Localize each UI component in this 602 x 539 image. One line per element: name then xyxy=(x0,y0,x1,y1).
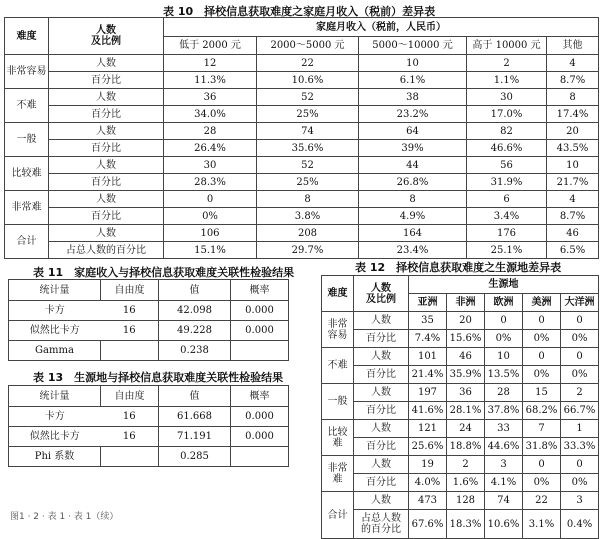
col-header-count-pct xyxy=(354,276,409,312)
percent-cell: 15.6% xyxy=(447,330,485,348)
percent-cell: 35.9% xyxy=(447,366,485,384)
table-row xyxy=(5,55,599,72)
percent-cell: 0% xyxy=(561,366,599,384)
percent-cell: 18.8% xyxy=(447,438,485,456)
table-row xyxy=(322,348,599,366)
count-cell: 46 xyxy=(547,225,599,242)
row-label-difficulty: 比较难 xyxy=(5,157,49,191)
count-cell: 8 xyxy=(359,191,467,208)
percent-cell: 17.0% xyxy=(467,106,547,123)
count-cell: 22 xyxy=(257,55,359,72)
row-label-difficulty-line: 比较 xyxy=(327,426,348,438)
percent-cell: 31.9% xyxy=(467,174,547,191)
col-header: 值 xyxy=(159,386,231,407)
count-cell: 3 xyxy=(485,456,523,474)
percent-cell: 25.1% xyxy=(467,242,547,259)
count-cell: 0 xyxy=(523,348,561,366)
row-label-difficulty: 不难 xyxy=(5,89,49,123)
row-sub-label: 人数 xyxy=(354,384,409,402)
col-header-region: 欧洲 xyxy=(485,294,523,312)
table10-caption: 表 10 择校信息获取难度之家庭月收入（税前）差异表 xyxy=(163,5,436,18)
count-cell: 0 xyxy=(561,312,599,330)
row-label-difficulty xyxy=(322,348,354,384)
row-sub-label: 人数 xyxy=(49,55,164,72)
count-cell: 101 xyxy=(409,348,447,366)
percent-cell: 4.0% xyxy=(409,474,447,492)
row-label-difficulty-line: 难 xyxy=(332,473,343,485)
percent-cell: 4.1% xyxy=(485,474,523,492)
percent-cell: 26.8% xyxy=(359,174,467,191)
table-row xyxy=(322,420,599,438)
table-row xyxy=(322,402,599,420)
percent-cell: 18.3% xyxy=(447,510,485,539)
count-cell: 15 xyxy=(523,384,561,402)
count-cell: 4 xyxy=(547,55,599,72)
stat-cell: 16 xyxy=(101,301,159,321)
count-cell: 0 xyxy=(485,312,523,330)
count-cell: 19 xyxy=(409,456,447,474)
count-cell: 74 xyxy=(257,123,359,140)
table11 xyxy=(8,279,289,361)
stat-cell: 0.238 xyxy=(159,341,231,361)
percent-cell: 4.9% xyxy=(359,208,467,225)
percent-cell: 0% xyxy=(561,474,599,492)
count-cell: 74 xyxy=(485,492,523,510)
percent-cell: 66.7% xyxy=(561,402,599,420)
count-cell: 10 xyxy=(547,157,599,174)
stat-cell: 卡方 xyxy=(9,301,101,321)
row-sub-label: 百分比 xyxy=(354,366,409,384)
percent-cell: 44.6% xyxy=(485,438,523,456)
row-label-difficulty xyxy=(322,420,354,456)
row-label-difficulty-line: 一般 xyxy=(327,396,348,407)
stat-cell: 似然比卡方 xyxy=(9,321,101,341)
percent-cell: 3.8% xyxy=(257,208,359,225)
table-row xyxy=(5,225,599,242)
percent-cell: 39% xyxy=(359,140,467,157)
count-cell: 35 xyxy=(409,312,447,330)
count-cell: 1 xyxy=(561,420,599,438)
percent-cell: 37.8% xyxy=(485,402,523,420)
count-cell: 52 xyxy=(257,89,359,106)
stat-cell: 16 xyxy=(101,321,159,341)
stat-cell: 0.000 xyxy=(231,301,289,321)
stat-cell xyxy=(231,447,289,467)
col-header: 统计量 xyxy=(9,280,101,301)
row-sub-label: 百分比 xyxy=(49,174,164,191)
col-header-difficulty: 难度 xyxy=(322,276,354,312)
col-header-income: 高于 10000 元 xyxy=(467,37,547,55)
row-sub-label: 人数 xyxy=(49,157,164,174)
table12 xyxy=(321,275,599,539)
row-sub-label: 人数 xyxy=(354,420,409,438)
table-row xyxy=(9,447,289,467)
row-sub-label: 百分比 xyxy=(354,402,409,420)
table-row xyxy=(9,407,289,427)
percent-cell: 68.2% xyxy=(523,402,561,420)
table-row xyxy=(5,157,599,174)
percent-cell: 21.7% xyxy=(547,174,599,191)
percent-cell: 0.4% xyxy=(561,510,599,539)
row-sub-label: 人数 xyxy=(354,348,409,366)
count-cell: 36 xyxy=(164,89,257,106)
percent-cell: 3.1% xyxy=(523,510,561,539)
col-header-income: 低于 2000 元 xyxy=(164,37,257,55)
percent-cell: 10.6% xyxy=(257,72,359,89)
table10 xyxy=(4,17,599,259)
col-header-region: 亚洲 xyxy=(409,294,447,312)
row-sub-label: 百分比 xyxy=(49,140,164,157)
row-sub-label: 百分比 xyxy=(49,208,164,225)
percent-cell: 7.4% xyxy=(409,330,447,348)
count-cell: 106 xyxy=(164,225,257,242)
table13-caption: 表 13 生源地与择校信息获取难度关联性检验结果 xyxy=(33,371,284,384)
row-label-total: 合计 xyxy=(322,492,354,539)
row-sub-label: 百分比 xyxy=(354,474,409,492)
stat-cell: 49.228 xyxy=(159,321,231,341)
count-cell: 38 xyxy=(359,89,467,106)
row-sub-label: 占总人数的百分比 xyxy=(49,242,164,259)
percent-cell: 1.1% xyxy=(467,72,547,89)
count-cell: 64 xyxy=(359,123,467,140)
count-cell: 2 xyxy=(467,55,547,72)
stat-cell: 0.285 xyxy=(159,447,231,467)
row-label-difficulty: 一般 xyxy=(5,123,49,157)
table12-caption: 表 12 择校信息获取难度之生源地差异表 xyxy=(355,261,562,274)
count-cell: 30 xyxy=(467,89,547,106)
row-sub-label-line: 占总人数 xyxy=(361,513,401,524)
row-sub-label: 百分比 xyxy=(354,330,409,348)
count-cell: 52 xyxy=(257,157,359,174)
table-row xyxy=(5,140,599,157)
percent-cell: 0% xyxy=(485,330,523,348)
table-row xyxy=(322,384,599,402)
stat-cell: 卡方 xyxy=(9,407,101,427)
table-row xyxy=(322,312,599,330)
row-label-difficulty: 非常容易 xyxy=(5,55,49,89)
row-label-difficulty: 非常难 xyxy=(5,191,49,225)
count-cell: 0 xyxy=(561,456,599,474)
count-cell: 10 xyxy=(359,55,467,72)
count-cell: 7 xyxy=(523,420,561,438)
row-label-difficulty xyxy=(322,456,354,492)
count-cell: 0 xyxy=(523,312,561,330)
stat-cell: 似然比卡方 xyxy=(9,427,101,447)
stat-cell: 0.000 xyxy=(231,427,289,447)
percent-cell: 23.4% xyxy=(359,242,467,259)
count-cell: 46 xyxy=(447,348,485,366)
count-cell: 176 xyxy=(467,225,547,242)
percent-cell: 0% xyxy=(523,474,561,492)
count-cell: 28 xyxy=(485,384,523,402)
col-header: 自由度 xyxy=(101,386,159,407)
table-row xyxy=(5,89,599,106)
percent-cell: 21.4% xyxy=(409,366,447,384)
stat-cell: Phi 系数 xyxy=(9,447,101,467)
col-header: 概率 xyxy=(231,386,289,407)
table-row xyxy=(322,474,599,492)
col-group-header-origin: 生源地 xyxy=(409,276,599,294)
count-cell: 36 xyxy=(447,384,485,402)
stat-cell: 61.668 xyxy=(159,407,231,427)
percent-cell: 15.1% xyxy=(164,242,257,259)
row-sub-label: 百分比 xyxy=(354,438,409,456)
count-cell: 2 xyxy=(561,384,599,402)
percent-cell: 13.5% xyxy=(485,366,523,384)
percent-cell: 8.7% xyxy=(547,208,599,225)
count-cell: 128 xyxy=(447,492,485,510)
count-cell: 30 xyxy=(164,157,257,174)
count-cell: 197 xyxy=(409,384,447,402)
percent-cell: 31.8% xyxy=(523,438,561,456)
count-cell: 8 xyxy=(547,89,599,106)
stat-cell xyxy=(101,341,159,361)
col-header-count-pct-line: 人数 xyxy=(371,282,391,294)
table-row xyxy=(322,510,599,539)
table-row xyxy=(322,438,599,456)
stat-cell xyxy=(231,341,289,361)
count-cell: 82 xyxy=(467,123,547,140)
table-row xyxy=(9,427,289,447)
percent-cell: 8.7% xyxy=(547,72,599,89)
stat-cell: 42.098 xyxy=(159,301,231,321)
col-header: 概率 xyxy=(231,280,289,301)
col-header-region: 大洋洲 xyxy=(561,294,599,312)
percent-cell: 41.6% xyxy=(409,402,447,420)
count-cell: 6 xyxy=(467,191,547,208)
col-header-region: 美洲 xyxy=(523,294,561,312)
percent-cell: 35.6% xyxy=(257,140,359,157)
percent-cell: 17.4% xyxy=(547,106,599,123)
count-cell: 33 xyxy=(485,420,523,438)
count-cell: 22 xyxy=(523,492,561,510)
row-sub-label: 百分比 xyxy=(49,106,164,123)
col-header-region: 非洲 xyxy=(447,294,485,312)
col-group-header-income: 家庭月收入（税前，人民币） xyxy=(164,18,599,37)
percent-cell: 43.5% xyxy=(547,140,599,157)
percent-cell: 6.5% xyxy=(547,242,599,259)
row-sub-label: 人数 xyxy=(49,89,164,106)
count-cell: 2 xyxy=(447,456,485,474)
row-label-difficulty-line: 非常 xyxy=(327,462,348,474)
count-cell: 44 xyxy=(359,157,467,174)
percent-cell: 3.4% xyxy=(467,208,547,225)
row-sub-label-line: 的百分比 xyxy=(361,524,401,535)
row-sub-label: 人数 xyxy=(354,492,409,510)
stat-cell: 0.000 xyxy=(231,321,289,341)
col-header-income: 5000～10000 元 xyxy=(359,37,467,55)
count-cell: 56 xyxy=(467,157,547,174)
row-label-difficulty-line: 容易 xyxy=(327,329,348,341)
table-row xyxy=(5,191,599,208)
col-header-count-pct xyxy=(49,18,164,55)
row-sub-label: 百分比 xyxy=(49,72,164,89)
stat-cell: 71.191 xyxy=(159,427,231,447)
col-header-income: 2000～5000 元 xyxy=(257,37,359,55)
percent-cell: 46.6% xyxy=(467,140,547,157)
table13 xyxy=(8,385,289,467)
table-row xyxy=(322,330,599,348)
col-header-income: 其他 xyxy=(547,37,599,55)
percent-cell: 25% xyxy=(257,174,359,191)
table-row xyxy=(5,123,599,140)
row-label-difficulty xyxy=(322,312,354,348)
table-row xyxy=(9,341,289,361)
percent-cell: 28.1% xyxy=(447,402,485,420)
row-sub-label: 人数 xyxy=(49,225,164,242)
count-cell: 28 xyxy=(164,123,257,140)
stat-cell: 0.000 xyxy=(231,407,289,427)
row-sub-label: 人数 xyxy=(49,123,164,140)
percent-cell: 1.6% xyxy=(447,474,485,492)
table-row xyxy=(5,72,599,89)
col-header: 自由度 xyxy=(101,280,159,301)
percent-cell: 0% xyxy=(523,330,561,348)
percent-cell: 25.6% xyxy=(409,438,447,456)
footer-fragment: 图1 · 2 · 表 1 · 表 1（续） xyxy=(10,512,119,521)
row-sub-label xyxy=(354,510,409,539)
percent-cell: 33.3% xyxy=(561,438,599,456)
count-cell: 208 xyxy=(257,225,359,242)
count-cell: 121 xyxy=(409,420,447,438)
percent-cell: 0% xyxy=(164,208,257,225)
stat-cell: 16 xyxy=(101,427,159,447)
count-cell: 164 xyxy=(359,225,467,242)
percent-cell: 11.3% xyxy=(164,72,257,89)
stat-cell: 16 xyxy=(101,407,159,427)
table-row xyxy=(322,456,599,474)
row-label-difficulty-line: 难 xyxy=(332,437,343,449)
percent-cell: 10.6% xyxy=(485,510,523,539)
count-cell: 8 xyxy=(257,191,359,208)
percent-cell: 23.2% xyxy=(359,106,467,123)
percent-cell: 67.6% xyxy=(409,510,447,539)
row-label-difficulty xyxy=(322,384,354,420)
col-header-count-pct-line: 及比例 xyxy=(91,36,121,47)
percent-cell: 29.7% xyxy=(257,242,359,259)
table11-caption: 表 11 家庭收入与择校信息获取难度关联性检验结果 xyxy=(33,266,295,279)
count-cell: 24 xyxy=(447,420,485,438)
col-header-difficulty: 难度 xyxy=(5,18,49,55)
count-cell: 20 xyxy=(547,123,599,140)
percent-cell: 28.3% xyxy=(164,174,257,191)
count-cell: 20 xyxy=(447,312,485,330)
count-cell: 10 xyxy=(485,348,523,366)
row-sub-label: 人数 xyxy=(354,312,409,330)
row-sub-label: 人数 xyxy=(354,456,409,474)
percent-cell: 25% xyxy=(257,106,359,123)
count-cell: 473 xyxy=(409,492,447,510)
row-sub-label: 人数 xyxy=(49,191,164,208)
count-cell: 12 xyxy=(164,55,257,72)
stat-cell: Gamma xyxy=(9,341,101,361)
col-header: 统计量 xyxy=(9,386,101,407)
percent-cell: 0% xyxy=(561,330,599,348)
percent-cell: 6.1% xyxy=(359,72,467,89)
percent-cell: 34.0% xyxy=(164,106,257,123)
table-row xyxy=(322,492,599,510)
table-row xyxy=(5,174,599,191)
stat-cell xyxy=(101,447,159,467)
table-row xyxy=(5,106,599,123)
col-header: 值 xyxy=(159,280,231,301)
row-label-difficulty-line: 不难 xyxy=(327,360,348,371)
count-cell: 0 xyxy=(164,191,257,208)
table-row xyxy=(5,242,599,259)
table-row xyxy=(9,301,289,321)
col-header-count-pct-line: 人数 xyxy=(96,25,116,36)
percent-cell: 0% xyxy=(523,366,561,384)
table-row xyxy=(5,208,599,225)
count-cell: 0 xyxy=(523,456,561,474)
row-label-difficulty-line: 非常 xyxy=(327,318,348,330)
table-row xyxy=(9,321,289,341)
percent-cell: 26.4% xyxy=(164,140,257,157)
row-label-difficulty: 合计 xyxy=(5,225,49,259)
col-header-count-pct-line: 及比例 xyxy=(366,293,396,305)
count-cell: 4 xyxy=(547,191,599,208)
count-cell: 3 xyxy=(561,492,599,510)
table-row xyxy=(322,366,599,384)
count-cell: 0 xyxy=(561,348,599,366)
